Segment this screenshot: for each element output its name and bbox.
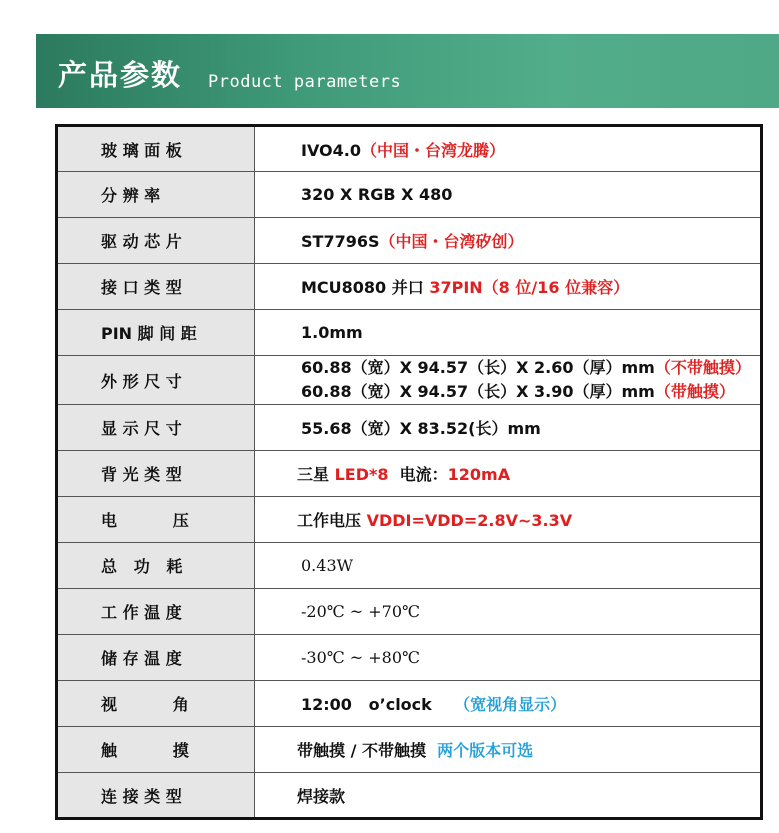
table-row bbox=[57, 310, 762, 356]
row-value bbox=[255, 589, 762, 635]
value-text: 焊接款 bbox=[297, 786, 346, 806]
table-row bbox=[57, 264, 762, 310]
row-value bbox=[255, 543, 762, 589]
table-row bbox=[57, 497, 762, 543]
table-row bbox=[57, 218, 762, 264]
value-text: 工作电压 bbox=[297, 511, 367, 530]
table-row bbox=[57, 356, 762, 405]
value-text: 0.43W bbox=[301, 556, 354, 575]
value-note: （宽视角显示） bbox=[454, 695, 567, 714]
table-row bbox=[57, 681, 762, 727]
row-label: 接 口 类 型 bbox=[57, 264, 255, 310]
value-text: 12:00 o’clock bbox=[301, 695, 455, 714]
row-label: 分 辨 率 bbox=[57, 172, 255, 218]
row-value bbox=[255, 264, 762, 310]
value-note: （中国・台湾龙腾） bbox=[361, 140, 506, 160]
value-line bbox=[301, 356, 760, 380]
row-value bbox=[255, 451, 762, 497]
table-row bbox=[57, 451, 762, 497]
row-label: 显 示 尺 寸 bbox=[57, 405, 255, 451]
row-value bbox=[255, 218, 762, 264]
row-label: 视 角 bbox=[57, 681, 255, 727]
value-note: （带触摸） bbox=[654, 382, 735, 401]
value-text: 60.88（宽）X 94.57（长）X 3.90（厚）mm bbox=[301, 382, 655, 401]
value-text: 带触摸 / 不带触摸 bbox=[297, 741, 438, 760]
row-label: 驱 动 芯 片 bbox=[57, 218, 255, 264]
table-row bbox=[57, 589, 762, 635]
value-note: 两个版本可选 bbox=[437, 741, 534, 760]
table-row bbox=[57, 635, 762, 681]
row-label: 储 存 温 度 bbox=[57, 635, 255, 681]
row-value bbox=[255, 126, 762, 172]
table-row bbox=[57, 727, 762, 773]
value-note: VDDI=VDD=2.8V~3.3V bbox=[366, 511, 573, 530]
value-text: ST7796S bbox=[301, 232, 380, 251]
table-row bbox=[57, 773, 762, 819]
value-text: IVO4.0 bbox=[301, 140, 361, 160]
value-text: 电流： bbox=[388, 465, 448, 484]
value-line bbox=[301, 380, 760, 404]
row-value bbox=[255, 310, 762, 356]
value-text: MCU8080 并口 bbox=[301, 278, 430, 297]
row-label: 工 作 温 度 bbox=[57, 589, 255, 635]
row-value bbox=[255, 727, 762, 773]
header-banner bbox=[36, 34, 779, 108]
table-row bbox=[57, 543, 762, 589]
table-row bbox=[57, 405, 762, 451]
row-label: 背 光 类 型 bbox=[57, 451, 255, 497]
row-label: 电 压 bbox=[57, 497, 255, 543]
table-row bbox=[57, 126, 762, 172]
row-value bbox=[255, 635, 762, 681]
row-value bbox=[255, 356, 762, 405]
value-note: 120mA bbox=[447, 465, 511, 484]
value-text: -30℃ ~ +80℃ bbox=[301, 648, 420, 667]
spec-table bbox=[55, 124, 763, 820]
row-label: 总 功 耗 bbox=[57, 543, 255, 589]
row-label: 外 形 尺 寸 bbox=[57, 356, 255, 405]
value-text: 55.68（宽）X 83.52(长）mm bbox=[301, 419, 541, 438]
value-note: （不带触摸） bbox=[654, 358, 751, 377]
value-text: 三星 bbox=[297, 465, 335, 484]
value-note: 37PIN（8 位/16 位兼容） bbox=[429, 278, 630, 297]
value-text: 60.88（宽）X 94.57（长）X 2.60（厚）mm bbox=[301, 358, 655, 377]
row-value bbox=[255, 681, 762, 727]
value-note: （中国・台湾矽创） bbox=[379, 232, 524, 251]
row-label: 玻 璃 面 板 bbox=[57, 126, 255, 172]
header-title-en: Product parameters bbox=[208, 72, 402, 92]
row-label: 触 摸 bbox=[57, 727, 255, 773]
header-title-cn: 产品参数 bbox=[58, 58, 183, 92]
row-label: PIN 脚 间 距 bbox=[57, 310, 255, 356]
value-text: 1.0mm bbox=[301, 323, 363, 342]
row-value bbox=[255, 405, 762, 451]
row-label: 连 接 类 型 bbox=[57, 773, 255, 819]
value-text: -20℃ ~ +70℃ bbox=[301, 602, 420, 621]
value-note: LED*8 bbox=[334, 465, 389, 484]
table-row bbox=[57, 172, 762, 218]
value-text: 320 X RGB X 480 bbox=[301, 185, 453, 204]
row-value bbox=[255, 497, 762, 543]
row-value bbox=[255, 773, 762, 819]
row-value bbox=[255, 172, 762, 218]
